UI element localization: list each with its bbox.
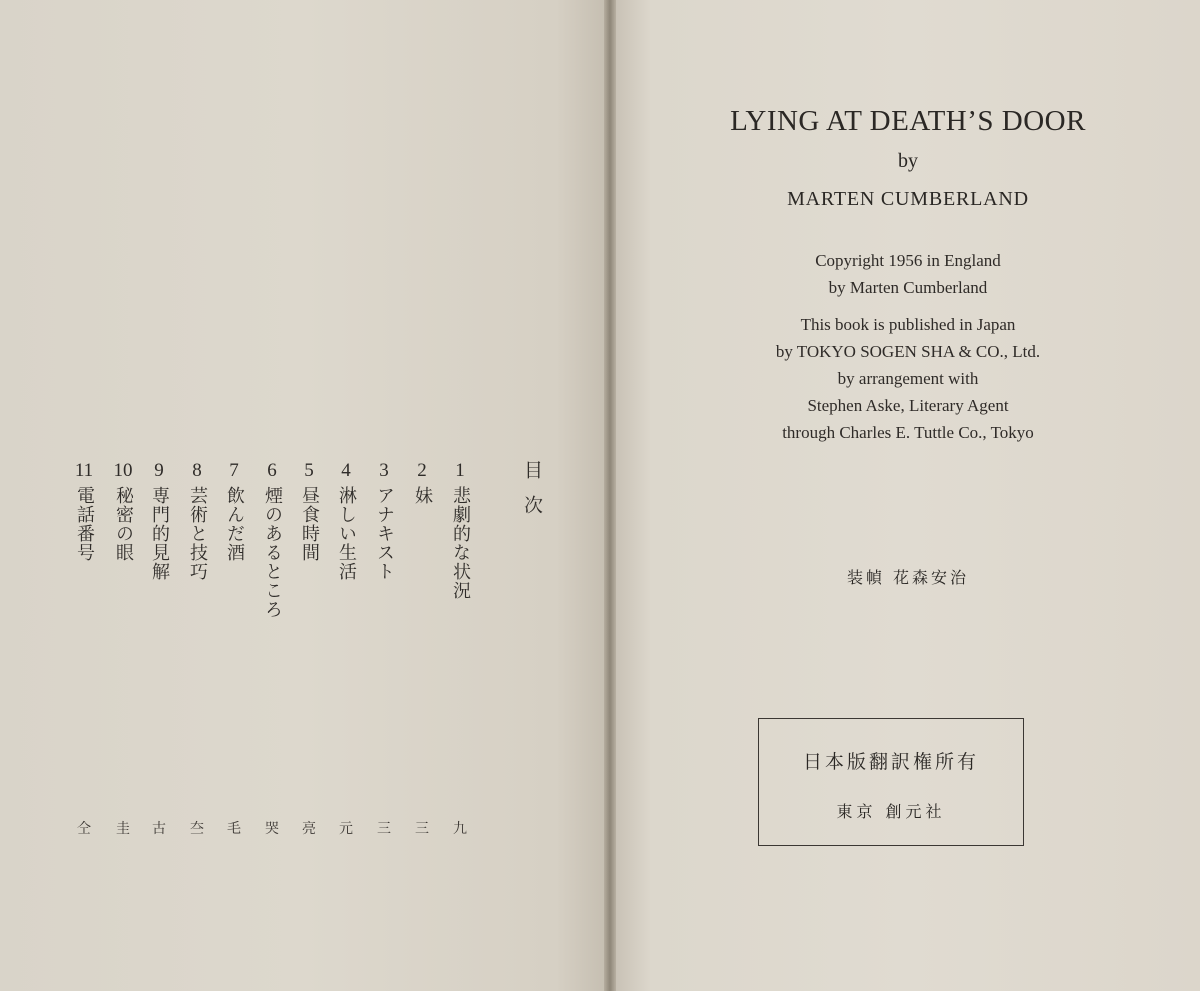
translation-rights-box (758, 718, 1024, 846)
book-gutter (604, 0, 616, 991)
chapter-number: 8 (192, 460, 202, 481)
chapter-number: 4 (341, 460, 351, 481)
by-line: by (898, 150, 918, 172)
copyright-block (616, 247, 1200, 446)
chapter-title: 昼食時間 (299, 486, 320, 562)
chapter-number: 5 (304, 460, 314, 481)
chapter-page-number: 圭 (116, 821, 130, 837)
copyright-line: Copyright 1956 in England (815, 251, 1001, 270)
author-name: MARTEN CUMBERLAND (787, 188, 1029, 210)
toc-entry (292, 460, 326, 562)
chapter-page-number: 古 (152, 821, 166, 837)
toc-entry (443, 460, 477, 600)
chapter-number: 10 (113, 460, 133, 481)
chapter-title: アナキスト (374, 486, 395, 581)
chapter-title: 悲劇的な状況 (450, 486, 471, 600)
chapter-page-number: 毛 (227, 821, 241, 837)
publish-line: This book is published in Japan (800, 315, 1016, 334)
chapter-number: 3 (379, 460, 389, 481)
publish-line: through Charles E. Tuttle Co., Tokyo (782, 423, 1034, 442)
chapter-title: 煙のあるところ (262, 486, 283, 619)
chapter-number: 7 (229, 460, 239, 481)
publish-line: Stephen Aske, Literary Agent (807, 396, 1009, 415)
chapter-title: 電話番号 (74, 486, 95, 562)
chapter-page-number: 夳 (190, 821, 204, 837)
copyright-line: by Marten Cumberland (828, 278, 988, 297)
toc-entry (367, 460, 401, 581)
chapter-title: 秘密の眼 (113, 486, 134, 562)
rights-notice: 日本版翻訳権所有 (802, 751, 979, 773)
chapter-page-number: 九 (453, 821, 467, 837)
chapter-page-number: 元 (339, 821, 353, 837)
toc-entry (67, 460, 101, 562)
book-title: LYING AT DEATH’S DOOR (730, 105, 1086, 137)
chapter-page-number: 三 (415, 821, 429, 837)
publish-line: by arrangement with (837, 369, 979, 388)
chapter-number: 6 (267, 460, 277, 481)
toc-entry (255, 460, 289, 619)
chapter-title: 妹 (412, 486, 433, 505)
chapter-page-number: 哭 (265, 821, 279, 837)
publisher-name: 東京 創元社 (836, 802, 946, 821)
chapter-title: 飲んだ酒 (224, 486, 245, 562)
chapter-page-number: 三 (377, 821, 391, 837)
chapter-title: 専門的見解 (149, 486, 170, 581)
spacer (616, 301, 1200, 311)
chapter-page-number: 仝 (77, 821, 91, 837)
toc-entry (217, 460, 251, 562)
toc-entry (180, 460, 214, 581)
contents-heading: 目次 (521, 460, 543, 530)
chapter-title: 芸術と技巧 (187, 486, 208, 581)
toc-entry (106, 460, 140, 562)
chapter-number: 11 (74, 460, 94, 481)
chapter-number: 2 (417, 460, 427, 481)
chapter-title: 淋しい生活 (336, 486, 357, 581)
toc-entry (329, 460, 363, 581)
chapter-number: 1 (455, 460, 465, 481)
toc-entry (405, 460, 439, 505)
publish-line: by TOKYO SOGEN SHA & CO., Ltd. (775, 342, 1041, 361)
chapter-page-number: 亮 (302, 821, 316, 837)
chapter-number: 9 (154, 460, 164, 481)
designer-credit: 装幀 花森安治 (846, 568, 970, 587)
toc-entry (142, 460, 176, 581)
